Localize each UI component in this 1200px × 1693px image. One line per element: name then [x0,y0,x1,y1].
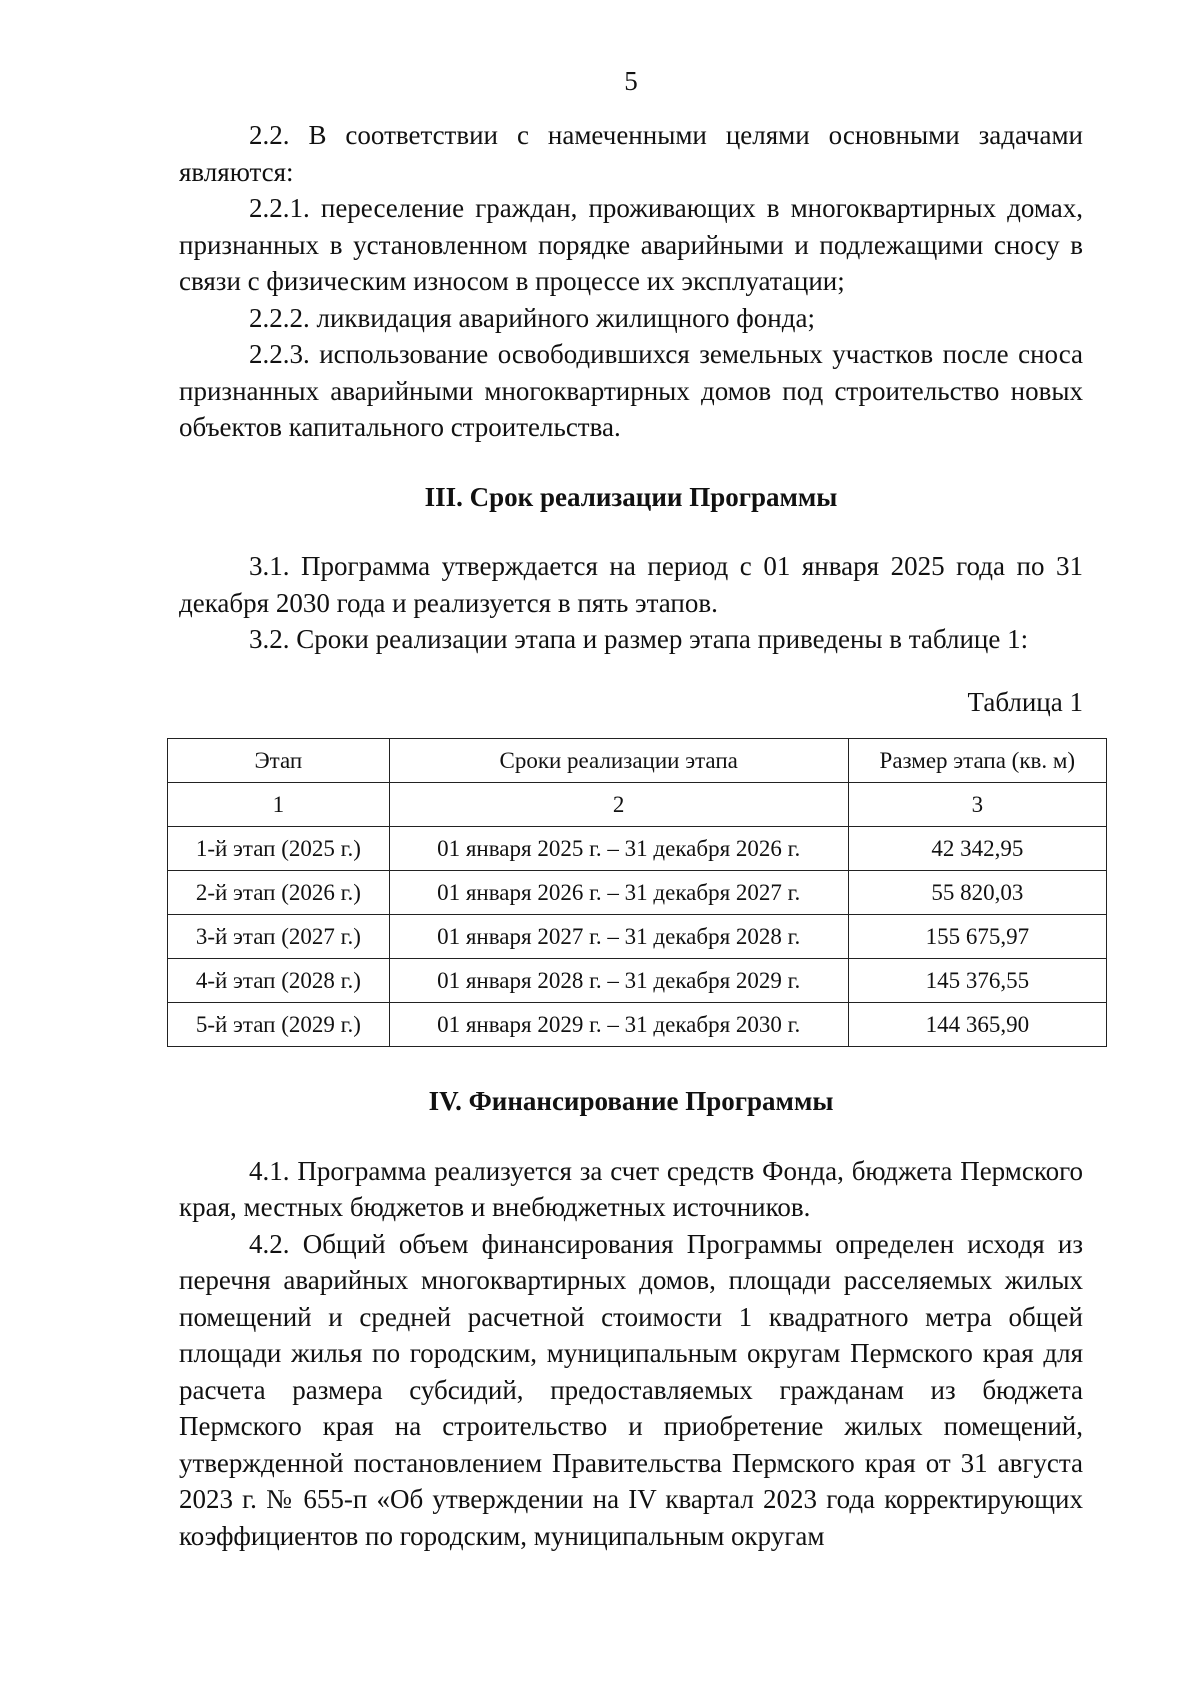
paragraph-2-2-2: 2.2.2. ликвидация аварийного жилищного фонда; [249,302,815,333]
paragraph-2-2-1: 2.2.1. переселение граждан, проживающих в многоквартирных домах, признанных в установленном порядке аварийными и подлежащими сносу в связи с физическим износом в процессе их эксплуатации; [179,193,1083,296]
table-column-number: 1 [168,783,390,827]
table-column-number-row [168,783,1107,827]
paragraph-4-1: 4.1. Программа реализуется за счет средств Фонда, бюджета Пермского края, местных бюджетов и внебюджетных источников. [179,1155,1083,1222]
table-header-cell: Размер этапа (кв. м) [848,739,1106,783]
table-cell-stage: 2-й этап (2026 г.) [168,871,390,915]
table-row [168,827,1107,871]
table-column-number: 3 [848,783,1106,827]
stages-table [167,738,1107,1047]
paragraph-4-2: 4.2. Общий объем финансирования Программы определен исходя из перечня аварийных многоквартирных домов, площади расселяемых жилых помещений и средней расчетной стоимости 1 квадратного метра общей площади жилья по городским, муниципальным округам Пермского края для расчета размера субсидий, предоставляемых гражданам из бюджета Пермского края на строительство и приобретение жилых помещений, утвержденной постановлением Правительства Пермского края от 31 августа 2023 г. № 655-п «Об утверждении на IV квартал 2023 года корректирующих коэффициентов по городским, муниципальным округам [179,1228,1083,1551]
paragraph-2-2-3: 2.2.3. использование освободившихся земельных участков после сноса признанных аварийными многоквартирных домов под строительство новых объектов капитального строительства. [179,339,1083,442]
page-content [179,117,1083,1554]
table-cell-dates: 01 января 2025 г. – 31 декабря 2026 г. [389,827,848,871]
table-cell-stage: 5-й этап (2029 г.) [168,1003,390,1047]
table-cell-dates: 01 января 2028 г. – 31 декабря 2029 г. [389,959,848,1003]
table-cell-size: 55 820,03 [848,871,1106,915]
table-cell-stage: 3-й этап (2027 г.) [168,915,390,959]
table-cell-size: 42 342,95 [848,827,1106,871]
table-row [168,959,1107,1003]
paragraph-3-2: 3.2. Сроки реализации этапа и размер этапа приведены в таблице 1: [249,624,1029,654]
table-cell-stage: 1-й этап (2025 г.) [168,827,390,871]
paragraph-2-2: 2.2. В соответствии с намеченными целями основными задачами являются: [179,120,1083,187]
page-number: 5 [624,66,638,96]
table-row [168,915,1107,959]
table-cell-size: 144 365,90 [848,1003,1106,1047]
table-row [168,871,1107,915]
table-cell-size: 145 376,55 [848,959,1106,1003]
table-header-cell: Этап [168,739,390,783]
table-header-row [168,739,1107,783]
table-row [168,1003,1107,1047]
table-cell-dates: 01 января 2027 г. – 31 декабря 2028 г. [389,915,848,959]
table-caption: Таблица 1 [967,686,1083,717]
table-cell-dates: 01 января 2026 г. – 31 декабря 2027 г. [389,871,848,915]
paragraph-3-1: 3.1. Программа утверждается на период с 01 января 2025 года по 31 декабря 2030 года и реализуется в пять этапов. [179,551,1083,618]
section-3-heading: III. Срок реализации Программы [424,481,838,512]
table-cell-stage: 4-й этап (2028 г.) [168,959,390,1003]
table-cell-dates: 01 января 2029 г. – 31 декабря 2030 г. [389,1003,848,1047]
table-header-cell: Сроки реализации этапа [389,739,848,783]
section-4-heading: IV. Финансирование Программы [428,1086,834,1116]
table-column-number: 2 [389,783,848,827]
table-cell-size: 155 675,97 [848,915,1106,959]
